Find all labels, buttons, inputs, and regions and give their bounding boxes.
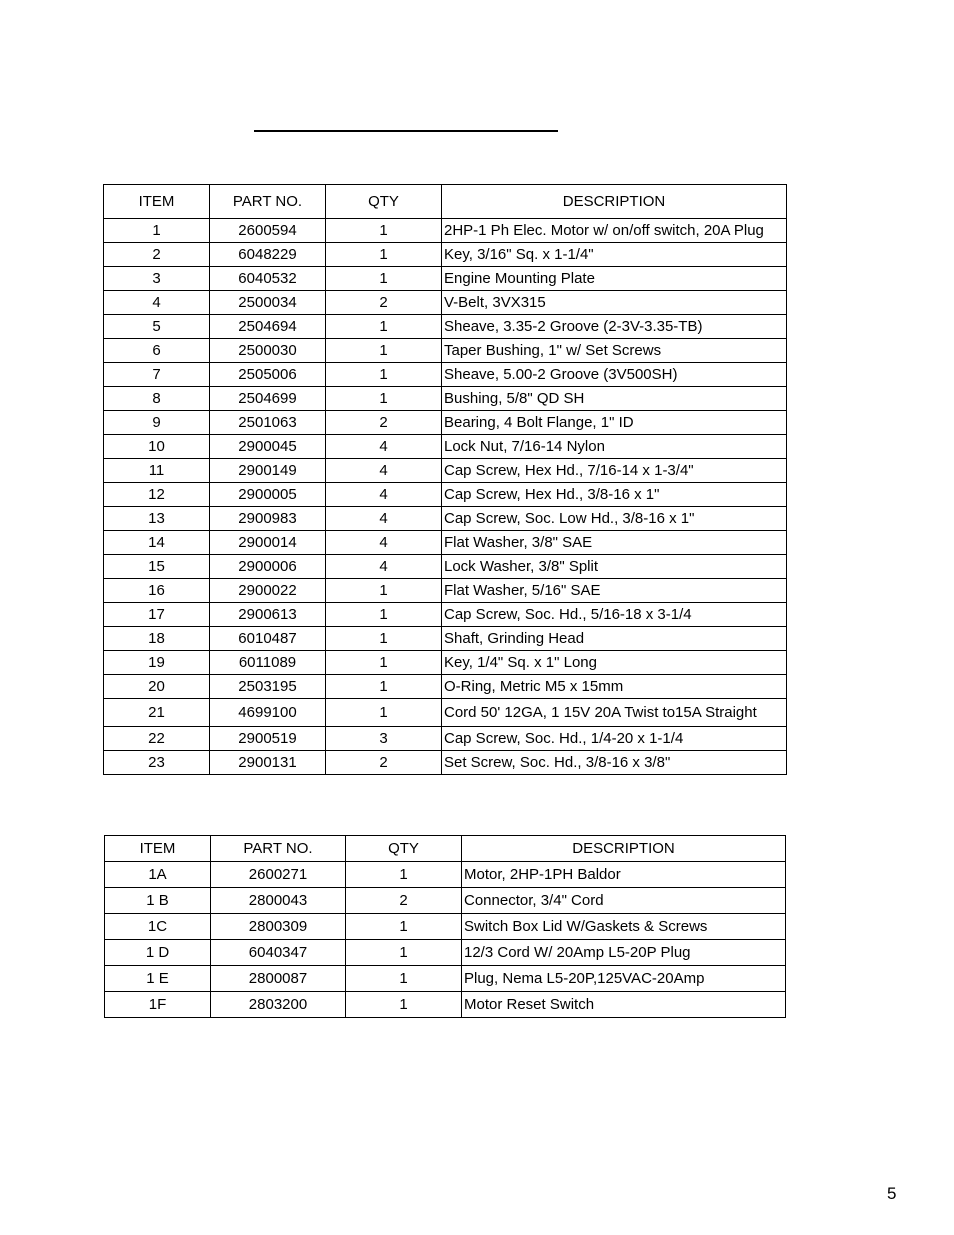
- cell-part-no: 6011089: [210, 651, 326, 675]
- table-row: [104, 531, 787, 555]
- cell-item: 6: [104, 339, 210, 363]
- table-row: [105, 862, 786, 888]
- cell-description: Lock Washer, 3/8" Split: [442, 555, 787, 579]
- cell-description: Cap Screw, Soc. Low Hd., 3/8-16 x 1": [442, 507, 787, 531]
- cell-description: Bushing, 5/8" QD SH: [442, 387, 787, 411]
- cell-item: 3: [104, 267, 210, 291]
- cell-description: Cap Screw, Hex Hd., 7/16-14 x 1-3/4": [442, 459, 787, 483]
- table-row: [104, 315, 787, 339]
- table-row: [104, 387, 787, 411]
- cell-description: Key, 1/4" Sq. x 1" Long: [442, 651, 787, 675]
- cell-part-no: 2504699: [210, 387, 326, 411]
- cell-description: Flat Washer, 5/16" SAE: [442, 579, 787, 603]
- cell-part-no: 2900014: [210, 531, 326, 555]
- header-item: ITEM: [105, 836, 211, 862]
- cell-item: 1C: [105, 914, 211, 940]
- table-row: [104, 507, 787, 531]
- table-row: [104, 267, 787, 291]
- cell-qty: 1: [326, 339, 442, 363]
- cell-qty: 2: [326, 411, 442, 435]
- cell-part-no: 2600271: [211, 862, 346, 888]
- cell-description: Sheave, 5.00-2 Groove (3V500SH): [442, 363, 787, 387]
- header-part-no: PART NO.: [211, 836, 346, 862]
- cell-description: Bearing, 4 Bolt Flange, 1" ID: [442, 411, 787, 435]
- table-row: [105, 992, 786, 1018]
- table-header-row: [104, 185, 787, 219]
- cell-item: 1 D: [105, 940, 211, 966]
- header-qty: QTY: [326, 185, 442, 219]
- table-row: [104, 411, 787, 435]
- cell-item: 16: [104, 579, 210, 603]
- cell-part-no: 2900613: [210, 603, 326, 627]
- cell-item: 15: [104, 555, 210, 579]
- cell-qty: 3: [326, 727, 442, 751]
- cell-part-no: 2900519: [210, 727, 326, 751]
- cell-item: 19: [104, 651, 210, 675]
- cell-item: 14: [104, 531, 210, 555]
- cell-qty: 1: [346, 862, 462, 888]
- cell-qty: 1: [326, 579, 442, 603]
- cell-part-no: 2900131: [210, 751, 326, 775]
- table-row: [104, 699, 787, 727]
- cell-part-no: 2900149: [210, 459, 326, 483]
- cell-item: 7: [104, 363, 210, 387]
- cell-part-no: 2505006: [210, 363, 326, 387]
- cell-qty: 4: [326, 459, 442, 483]
- cell-qty: 1: [346, 966, 462, 992]
- cell-description: Cord 50' 12GA, 1 15V 20A Twist to15A Straight: [442, 699, 787, 727]
- cell-item: 1A: [105, 862, 211, 888]
- cell-qty: 1: [326, 675, 442, 699]
- header-description: DESCRIPTION: [462, 836, 786, 862]
- cell-qty: 1: [326, 387, 442, 411]
- cell-item: 10: [104, 435, 210, 459]
- table-row: [104, 555, 787, 579]
- cell-qty: 4: [326, 435, 442, 459]
- table-row: [104, 435, 787, 459]
- table-header-row: [105, 836, 786, 862]
- cell-qty: 4: [326, 483, 442, 507]
- header-qty: QTY: [346, 836, 462, 862]
- motor-parts-body: [105, 862, 786, 1018]
- table-row: [104, 363, 787, 387]
- table-row: [104, 483, 787, 507]
- table-row: [104, 651, 787, 675]
- cell-description: Lock Nut, 7/16-14 Nylon: [442, 435, 787, 459]
- cell-qty: 1: [326, 363, 442, 387]
- cell-part-no: 2900006: [210, 555, 326, 579]
- cell-item: 1 E: [105, 966, 211, 992]
- header-description: DESCRIPTION: [442, 185, 787, 219]
- cell-description: V-Belt, 3VX315: [442, 291, 787, 315]
- cell-item: 1 B: [105, 888, 211, 914]
- cell-description: Plug, Nema L5-20P,125VAC-20Amp: [462, 966, 786, 992]
- cell-part-no: 2500034: [210, 291, 326, 315]
- cell-part-no: 2500030: [210, 339, 326, 363]
- header-part-no: PART NO.: [210, 185, 326, 219]
- cell-description: Key, 3/16" Sq. x 1-1/4": [442, 243, 787, 267]
- cell-qty: 1: [346, 940, 462, 966]
- cell-item: 11: [104, 459, 210, 483]
- table-row: [105, 966, 786, 992]
- cell-qty: 1: [326, 267, 442, 291]
- cell-part-no: 2504694: [210, 315, 326, 339]
- cell-qty: 4: [326, 531, 442, 555]
- cell-item: 12: [104, 483, 210, 507]
- cell-qty: 1: [326, 627, 442, 651]
- cell-part-no: 4699100: [210, 699, 326, 727]
- cell-qty: 2: [346, 888, 462, 914]
- cell-description: Taper Bushing, 1" w/ Set Screws: [442, 339, 787, 363]
- cell-qty: 2: [326, 291, 442, 315]
- cell-part-no: 2503195: [210, 675, 326, 699]
- title-underline-rule: [254, 130, 558, 132]
- cell-part-no: 2803200: [211, 992, 346, 1018]
- cell-description: Connector, 3/4" Cord: [462, 888, 786, 914]
- cell-part-no: 2800043: [211, 888, 346, 914]
- cell-item: 17: [104, 603, 210, 627]
- cell-qty: 1: [326, 243, 442, 267]
- cell-description: Flat Washer, 3/8" SAE: [442, 531, 787, 555]
- cell-qty: 1: [326, 219, 442, 243]
- cell-part-no: 2900005: [210, 483, 326, 507]
- cell-description: Engine Mounting Plate: [442, 267, 787, 291]
- table-row: [105, 940, 786, 966]
- table-row: [104, 339, 787, 363]
- cell-item: 5: [104, 315, 210, 339]
- cell-part-no: 2501063: [210, 411, 326, 435]
- table-row: [104, 459, 787, 483]
- cell-part-no: 6048229: [210, 243, 326, 267]
- cell-qty: 2: [326, 751, 442, 775]
- cell-description: Set Screw, Soc. Hd., 3/8-16 x 3/8": [442, 751, 787, 775]
- cell-description: Cap Screw, Soc. Hd., 5/16-18 x 3-1/4: [442, 603, 787, 627]
- cell-part-no: 2800309: [211, 914, 346, 940]
- motor-parts-table: [104, 835, 786, 1018]
- cell-description: Motor Reset Switch: [462, 992, 786, 1018]
- cell-qty: 1: [326, 651, 442, 675]
- cell-description: Motor, 2HP-1PH Baldor: [462, 862, 786, 888]
- cell-part-no: 6040532: [210, 267, 326, 291]
- cell-item: 8: [104, 387, 210, 411]
- cell-part-no: 2900045: [210, 435, 326, 459]
- cell-qty: 1: [326, 603, 442, 627]
- table-row: [104, 243, 787, 267]
- table-row: [104, 627, 787, 651]
- cell-description: 2HP-1 Ph Elec. Motor w/ on/off switch, 20A Plug: [442, 219, 787, 243]
- cell-item: 2: [104, 243, 210, 267]
- page-number: 5: [887, 1184, 897, 1203]
- cell-part-no: 2600594: [210, 219, 326, 243]
- cell-description: Sheave, 3.35-2 Groove (2-3V-3.35-TB): [442, 315, 787, 339]
- cell-qty: 1: [326, 699, 442, 727]
- cell-description: Switch Box Lid W/Gaskets & Screws: [462, 914, 786, 940]
- header-item: ITEM: [104, 185, 210, 219]
- cell-description: O-Ring, Metric M5 x 15mm: [442, 675, 787, 699]
- table-row: [104, 579, 787, 603]
- cell-part-no: 6010487: [210, 627, 326, 651]
- parts-list-body: [104, 219, 787, 775]
- cell-item: 21: [104, 699, 210, 727]
- table-row: [105, 888, 786, 914]
- cell-part-no: 6040347: [211, 940, 346, 966]
- cell-qty: 1: [346, 992, 462, 1018]
- table-row: [104, 751, 787, 775]
- cell-item: 13: [104, 507, 210, 531]
- table-row: [105, 914, 786, 940]
- table-row: [104, 219, 787, 243]
- cell-item: 1F: [105, 992, 211, 1018]
- cell-description: Shaft, Grinding Head: [442, 627, 787, 651]
- cell-qty: 1: [326, 315, 442, 339]
- table-row: [104, 675, 787, 699]
- table-row: [104, 291, 787, 315]
- cell-item: 4: [104, 291, 210, 315]
- cell-part-no: 2900022: [210, 579, 326, 603]
- cell-description: 12/3 Cord W/ 20Amp L5-20P Plug: [462, 940, 786, 966]
- cell-part-no: 2800087: [211, 966, 346, 992]
- cell-description: Cap Screw, Hex Hd., 3/8-16 x 1": [442, 483, 787, 507]
- table-row: [104, 727, 787, 751]
- cell-item: 22: [104, 727, 210, 751]
- cell-description: Cap Screw, Soc. Hd., 1/4-20 x 1-1/4: [442, 727, 787, 751]
- parts-list-table: [103, 184, 787, 775]
- cell-item: 18: [104, 627, 210, 651]
- table-row: [104, 603, 787, 627]
- cell-item: 9: [104, 411, 210, 435]
- cell-qty: 1: [346, 914, 462, 940]
- cell-qty: 4: [326, 507, 442, 531]
- cell-item: 1: [104, 219, 210, 243]
- cell-qty: 4: [326, 555, 442, 579]
- cell-part-no: 2900983: [210, 507, 326, 531]
- cell-item: 20: [104, 675, 210, 699]
- cell-item: 23: [104, 751, 210, 775]
